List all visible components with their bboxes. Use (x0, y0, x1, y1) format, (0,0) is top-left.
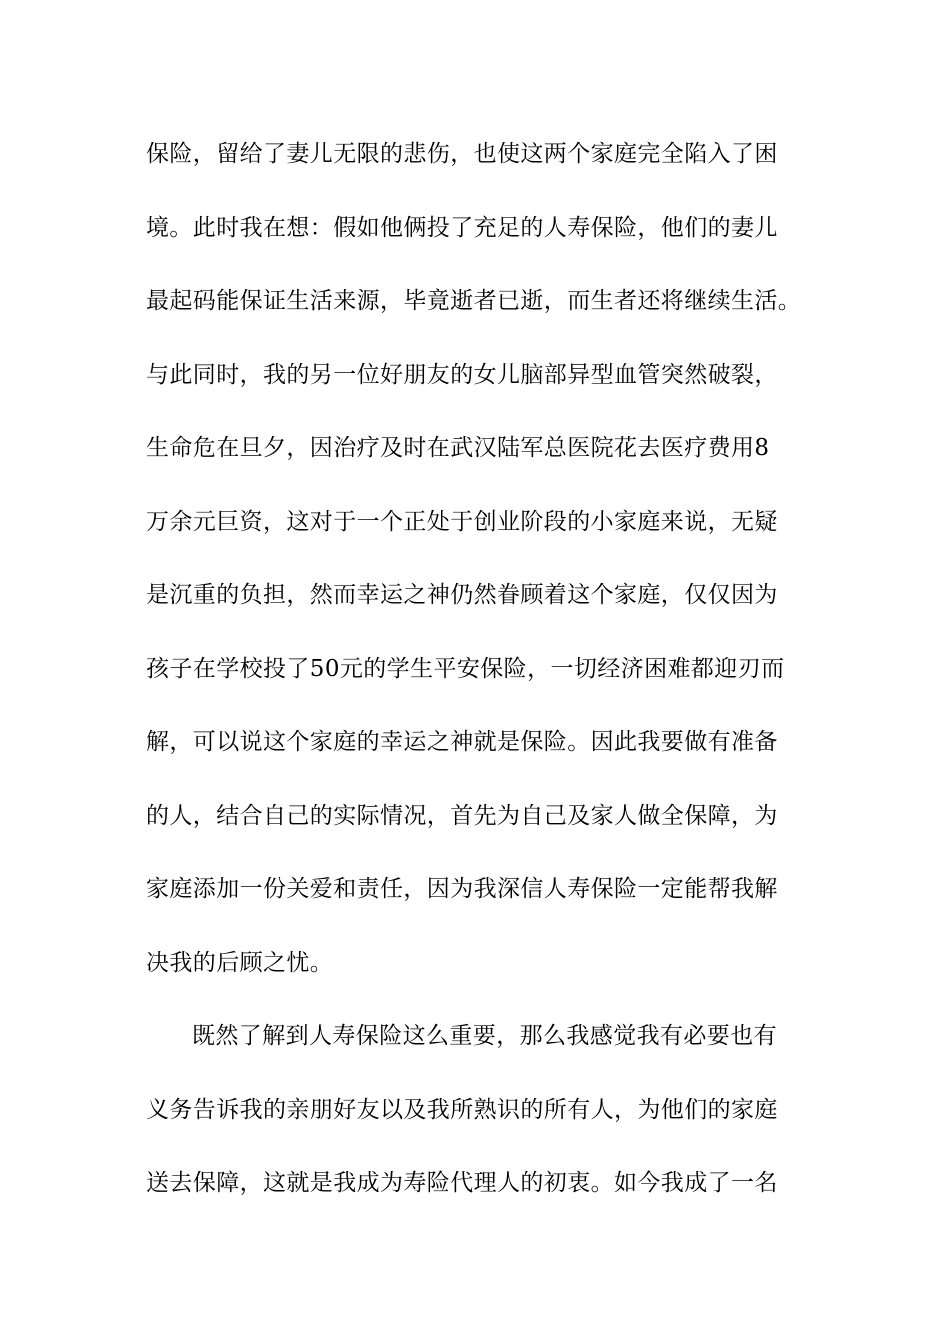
text-line: 与此同时，我的另一位好朋友的女儿脑部异型血管突然破裂， (146, 361, 778, 388)
text-line: 决我的后顾之忧。 (146, 949, 334, 976)
text-line: 境。此时我在想：假如他俩投了充足的人寿保险，他们的妻儿 (146, 214, 778, 241)
text-line: 最起码能保证生活来源，毕竟逝者已逝，而生者还将继续生活。 (146, 288, 802, 314)
text-line: 保险，留给了妻儿无限的悲伤，也使这两个家庭完全陷入了困 (146, 141, 778, 167)
body-text (146, 128, 816, 1231)
text-line: 的人，结合自己的实际情况，首先为自己及家人做全保障，为 (146, 802, 778, 829)
text-line: 义务告诉我的亲朋好友以及我所熟识的所有人，为他们的家庭 (146, 1096, 778, 1123)
text-line: 生命危在旦夕，因治疗及时在武汉陆军总医院花去医疗费用8 (146, 435, 770, 461)
text-line: 送去保障，这就是我成为寿险代理人的初衷。如今我成了一名 (146, 1170, 778, 1196)
text-line: 孩子在学校投了50元的学生平安保险，一切经济困难都迎刃而 (146, 655, 785, 682)
text-line: 万余元巨资，这对于一个正处于创业阶段的小家庭来说，无疑 (146, 508, 778, 535)
paragraph-first-line: 既然了解到人寿保险这么重要，那么我感觉我有必要也有 (192, 1023, 777, 1049)
text-line: 家庭添加一份关爱和责任，因为我深信人寿保险一定能帮我解 (146, 876, 778, 902)
text-line: 解，可以说这个家庭的幸运之神就是保险。因此我要做有准备 (146, 729, 778, 755)
text-line: 是沉重的负担，然而幸运之神仍然眷顾着这个家庭，仅仅因为 (146, 582, 778, 608)
